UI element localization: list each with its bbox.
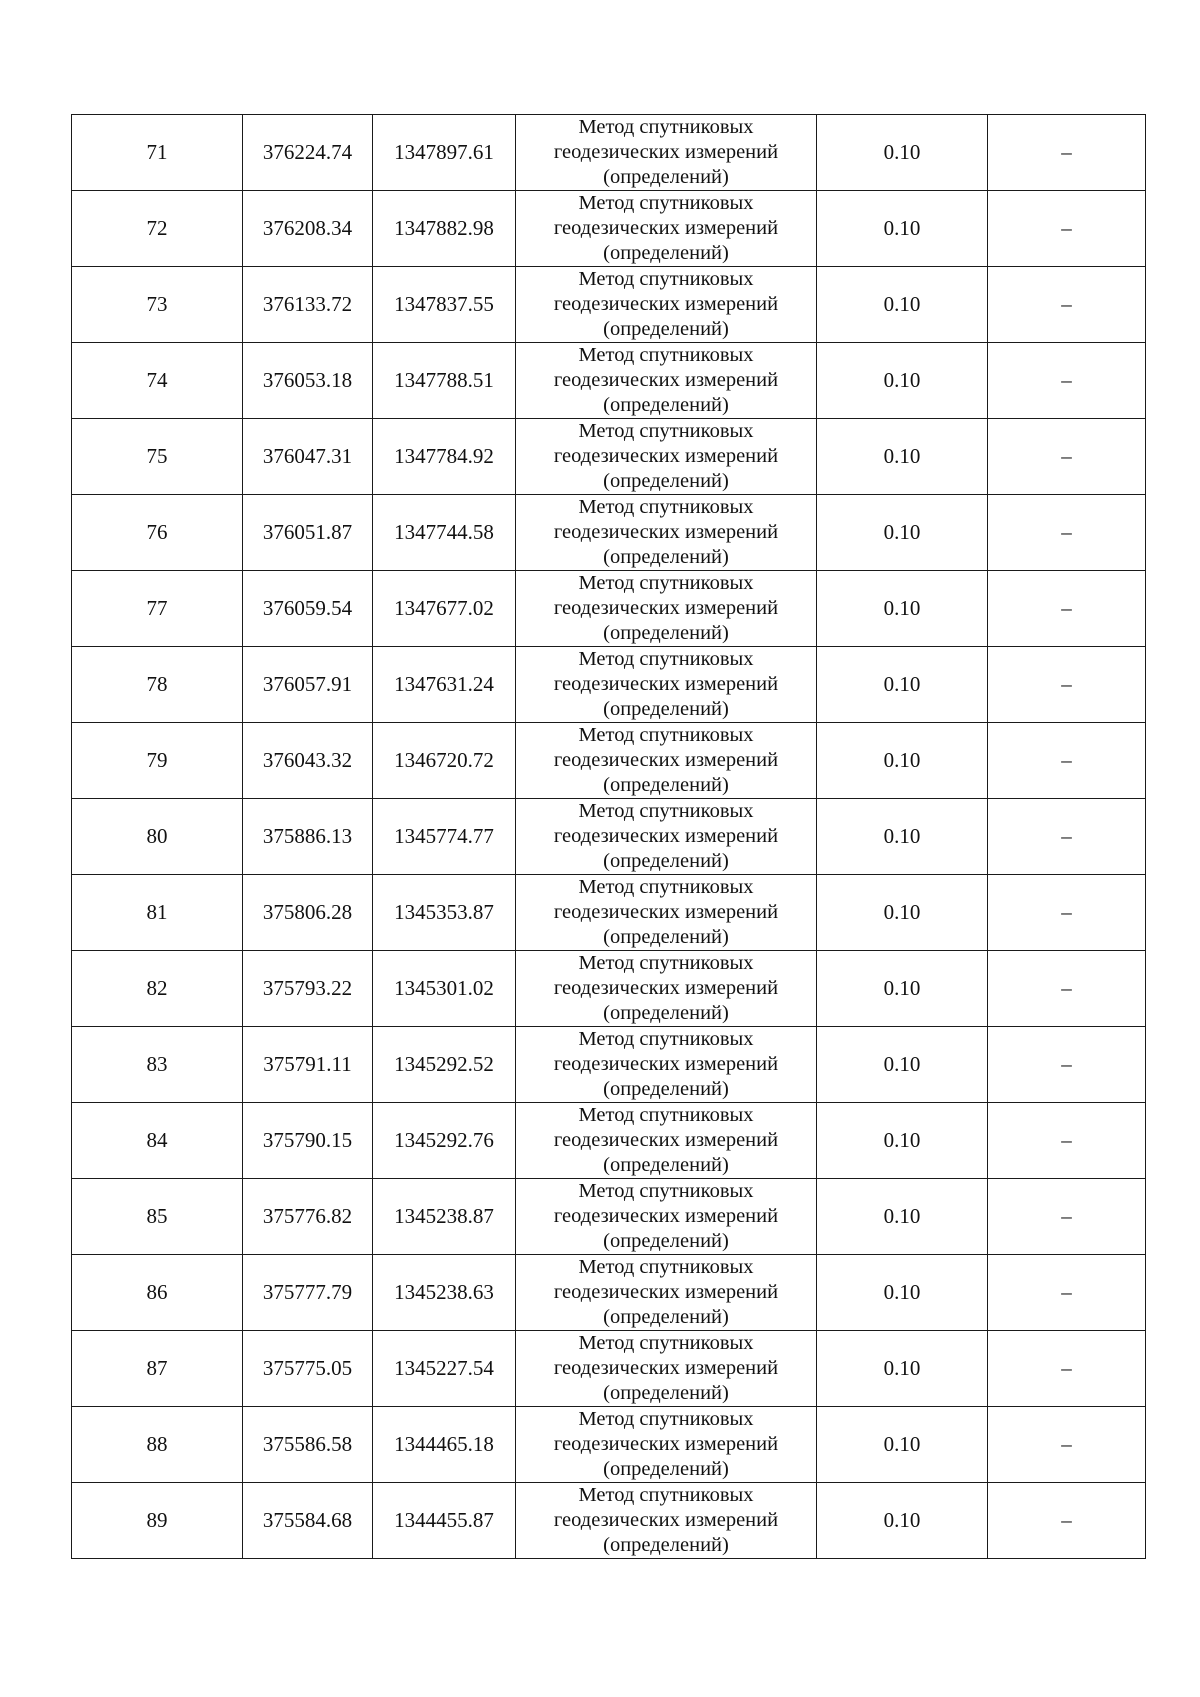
method-text-line: Метод спутниковых: [578, 648, 754, 670]
table-body: [72, 115, 1146, 1559]
note-cell: –: [988, 723, 1146, 799]
coordinate-y-cell: 1347882.98: [373, 191, 516, 267]
method-cell: [516, 723, 817, 799]
coordinate-x-cell: 376224.74: [243, 115, 373, 191]
coordinate-y-cell: 1345238.63: [373, 1255, 516, 1331]
method-cell: [516, 1255, 817, 1331]
method-cell: [516, 115, 817, 191]
accuracy-cell: 0.10: [817, 723, 988, 799]
coordinate-x-cell: 376043.32: [243, 723, 373, 799]
coordinate-x-cell: 375776.82: [243, 1179, 373, 1255]
coordinate-x-cell: 375790.15: [243, 1103, 373, 1179]
table-row: [72, 1255, 1146, 1331]
method-text-line: (определений): [603, 394, 729, 416]
method-cell: [516, 343, 817, 419]
method-cell: [516, 1483, 817, 1559]
coordinates-table: [71, 114, 1146, 1559]
method-text-line: Метод спутниковых: [578, 1104, 754, 1126]
accuracy-cell: 0.10: [817, 951, 988, 1027]
method-text-line: геодезических измерений: [553, 1129, 779, 1151]
method-text-line: Метод спутниковых: [578, 116, 754, 138]
coordinate-x-cell: 376059.54: [243, 571, 373, 647]
note-cell: –: [988, 191, 1146, 267]
accuracy-cell: 0.10: [817, 1331, 988, 1407]
table-row: [72, 1331, 1146, 1407]
note-cell: –: [988, 1483, 1146, 1559]
coordinate-y-cell: 1345353.87: [373, 875, 516, 951]
method-text-line: геодезических измерений: [553, 521, 779, 543]
method-text-line: геодезических измерений: [553, 1281, 779, 1303]
method-text-line: геодезических измерений: [553, 1053, 779, 1075]
table-row: [72, 191, 1146, 267]
method-cell: [516, 419, 817, 495]
coordinate-y-cell: 1345238.87: [373, 1179, 516, 1255]
table-row: [72, 1027, 1146, 1103]
method-text-line: Метод спутниковых: [578, 344, 754, 366]
table-row: [72, 951, 1146, 1027]
method-cell: [516, 495, 817, 571]
method-text-line: геодезических измерений: [553, 1509, 779, 1531]
method-cell: [516, 1103, 817, 1179]
method-text-line: (определений): [603, 698, 729, 720]
point-number-cell: 76: [72, 495, 243, 571]
method-cell: [516, 875, 817, 951]
coordinate-x-cell: 376053.18: [243, 343, 373, 419]
method-cell: [516, 1407, 817, 1483]
point-number-cell: 72: [72, 191, 243, 267]
note-cell: –: [988, 1103, 1146, 1179]
method-text-line: Метод спутниковых: [578, 952, 754, 974]
point-number-cell: 83: [72, 1027, 243, 1103]
note-cell: –: [988, 1179, 1146, 1255]
coordinate-y-cell: 1347897.61: [373, 115, 516, 191]
method-text-line: геодезических измерений: [553, 369, 779, 391]
coordinate-y-cell: 1345774.77: [373, 799, 516, 875]
method-text-line: геодезических измерений: [553, 141, 779, 163]
point-number-cell: 81: [72, 875, 243, 951]
coordinate-y-cell: 1347788.51: [373, 343, 516, 419]
coordinate-y-cell: 1347631.24: [373, 647, 516, 723]
coordinate-y-cell: 1347784.92: [373, 419, 516, 495]
table-row: [72, 647, 1146, 723]
point-number-cell: 74: [72, 343, 243, 419]
method-cell: [516, 1331, 817, 1407]
method-text-line: Метод спутниковых: [578, 1484, 754, 1506]
method-text-line: геодезических измерений: [553, 597, 779, 619]
coordinate-x-cell: 376133.72: [243, 267, 373, 343]
coordinate-y-cell: 1345292.52: [373, 1027, 516, 1103]
method-text-line: геодезических измерений: [553, 445, 779, 467]
coordinate-y-cell: 1344455.87: [373, 1483, 516, 1559]
point-number-cell: 73: [72, 267, 243, 343]
method-text-line: Метод спутниковых: [578, 192, 754, 214]
table-row: [72, 875, 1146, 951]
method-cell: [516, 267, 817, 343]
coordinate-x-cell: 375806.28: [243, 875, 373, 951]
table-row: [72, 1483, 1146, 1559]
accuracy-cell: 0.10: [817, 1103, 988, 1179]
method-text-line: геодезических измерений: [553, 825, 779, 847]
coordinate-x-cell: 376208.34: [243, 191, 373, 267]
method-text-line: Метод спутниковых: [578, 800, 754, 822]
note-cell: –: [988, 1331, 1146, 1407]
coordinate-y-cell: 1347744.58: [373, 495, 516, 571]
note-cell: –: [988, 799, 1146, 875]
method-cell: [516, 1027, 817, 1103]
method-text-line: (определений): [603, 546, 729, 568]
accuracy-cell: 0.10: [817, 1027, 988, 1103]
table-row: [72, 1179, 1146, 1255]
coordinate-x-cell: 375584.68: [243, 1483, 373, 1559]
method-text-line: Метод спутниковых: [578, 496, 754, 518]
note-cell: –: [988, 875, 1146, 951]
method-text-line: Метод спутниковых: [578, 1180, 754, 1202]
method-cell: [516, 647, 817, 723]
table-row: [72, 1407, 1146, 1483]
coordinate-y-cell: 1344465.18: [373, 1407, 516, 1483]
point-number-cell: 75: [72, 419, 243, 495]
method-text-line: геодезических измерений: [553, 977, 779, 999]
table-row: [72, 343, 1146, 419]
method-text-line: (определений): [603, 1306, 729, 1328]
table-row: [72, 495, 1146, 571]
method-text-line: (определений): [603, 470, 729, 492]
coordinate-y-cell: 1347677.02: [373, 571, 516, 647]
coordinate-x-cell: 375775.05: [243, 1331, 373, 1407]
method-text-line: (определений): [603, 1230, 729, 1252]
method-cell: [516, 191, 817, 267]
method-text-line: геодезических измерений: [553, 1433, 779, 1455]
coordinate-y-cell: 1345227.54: [373, 1331, 516, 1407]
point-number-cell: 80: [72, 799, 243, 875]
point-number-cell: 78: [72, 647, 243, 723]
method-text-line: Метод спутниковых: [578, 572, 754, 594]
method-text-line: (определений): [603, 1078, 729, 1100]
method-text-line: Метод спутниковых: [578, 724, 754, 746]
method-text-line: (определений): [603, 1002, 729, 1024]
method-text-line: геодезических измерений: [553, 901, 779, 923]
coordinate-x-cell: 375791.11: [243, 1027, 373, 1103]
method-text-line: геодезических измерений: [553, 673, 779, 695]
method-text-line: (определений): [603, 850, 729, 872]
accuracy-cell: 0.10: [817, 267, 988, 343]
table-row: [72, 799, 1146, 875]
method-text-line: геодезических измерений: [553, 293, 779, 315]
method-text-line: геодезических измерений: [553, 1205, 779, 1227]
method-cell: [516, 571, 817, 647]
coordinate-x-cell: 376057.91: [243, 647, 373, 723]
accuracy-cell: 0.10: [817, 1255, 988, 1331]
method-text-line: Метод спутниковых: [578, 1256, 754, 1278]
method-text-line: (определений): [603, 622, 729, 644]
table-row: [72, 723, 1146, 799]
coordinate-y-cell: 1346720.72: [373, 723, 516, 799]
method-text-line: (определений): [603, 1382, 729, 1404]
method-text-line: Метод спутниковых: [578, 420, 754, 442]
method-cell: [516, 951, 817, 1027]
table-row: [72, 1103, 1146, 1179]
table-row: [72, 419, 1146, 495]
coordinate-x-cell: 375886.13: [243, 799, 373, 875]
table-row: [72, 267, 1146, 343]
coordinate-x-cell: 376051.87: [243, 495, 373, 571]
table-row: [72, 115, 1146, 191]
note-cell: –: [988, 495, 1146, 571]
method-text-line: Метод спутниковых: [578, 1408, 754, 1430]
method-cell: [516, 799, 817, 875]
point-number-cell: 85: [72, 1179, 243, 1255]
method-text-line: геодезических измерений: [553, 217, 779, 239]
coordinate-x-cell: 376047.31: [243, 419, 373, 495]
accuracy-cell: 0.10: [817, 1483, 988, 1559]
accuracy-cell: 0.10: [817, 875, 988, 951]
accuracy-cell: 0.10: [817, 1179, 988, 1255]
accuracy-cell: 0.10: [817, 647, 988, 723]
coordinate-y-cell: 1347837.55: [373, 267, 516, 343]
accuracy-cell: 0.10: [817, 1407, 988, 1483]
note-cell: –: [988, 1027, 1146, 1103]
point-number-cell: 82: [72, 951, 243, 1027]
method-text-line: Метод спутниковых: [578, 1028, 754, 1050]
point-number-cell: 87: [72, 1331, 243, 1407]
accuracy-cell: 0.10: [817, 191, 988, 267]
note-cell: –: [988, 419, 1146, 495]
method-text-line: Метод спутниковых: [578, 1332, 754, 1354]
method-text-line: (определений): [603, 1154, 729, 1176]
table-row: [72, 571, 1146, 647]
note-cell: –: [988, 1407, 1146, 1483]
method-text-line: (определений): [603, 242, 729, 264]
note-cell: –: [988, 267, 1146, 343]
method-text-line: (определений): [603, 318, 729, 340]
method-text-line: (определений): [603, 926, 729, 948]
accuracy-cell: 0.10: [817, 495, 988, 571]
accuracy-cell: 0.10: [817, 115, 988, 191]
accuracy-cell: 0.10: [817, 799, 988, 875]
note-cell: –: [988, 115, 1146, 191]
method-text-line: (определений): [603, 1534, 729, 1556]
coordinate-y-cell: 1345292.76: [373, 1103, 516, 1179]
note-cell: –: [988, 647, 1146, 723]
point-number-cell: 86: [72, 1255, 243, 1331]
method-cell: [516, 1179, 817, 1255]
accuracy-cell: 0.10: [817, 571, 988, 647]
method-text-line: (определений): [603, 774, 729, 796]
method-text-line: Метод спутниковых: [578, 268, 754, 290]
note-cell: –: [988, 571, 1146, 647]
point-number-cell: 89: [72, 1483, 243, 1559]
method-text-line: геодезических измерений: [553, 1357, 779, 1379]
point-number-cell: 79: [72, 723, 243, 799]
note-cell: –: [988, 1255, 1146, 1331]
point-number-cell: 71: [72, 115, 243, 191]
coordinate-x-cell: 375586.58: [243, 1407, 373, 1483]
point-number-cell: 84: [72, 1103, 243, 1179]
point-number-cell: 77: [72, 571, 243, 647]
accuracy-cell: 0.10: [817, 343, 988, 419]
note-cell: –: [988, 343, 1146, 419]
coordinate-y-cell: 1345301.02: [373, 951, 516, 1027]
method-text-line: Метод спутниковых: [578, 876, 754, 898]
accuracy-cell: 0.10: [817, 419, 988, 495]
method-text-line: геодезических измерений: [553, 749, 779, 771]
coordinate-x-cell: 375777.79: [243, 1255, 373, 1331]
method-text-line: (определений): [603, 1458, 729, 1480]
point-number-cell: 88: [72, 1407, 243, 1483]
note-cell: –: [988, 951, 1146, 1027]
method-text-line: (определений): [603, 166, 729, 188]
coordinate-x-cell: 375793.22: [243, 951, 373, 1027]
